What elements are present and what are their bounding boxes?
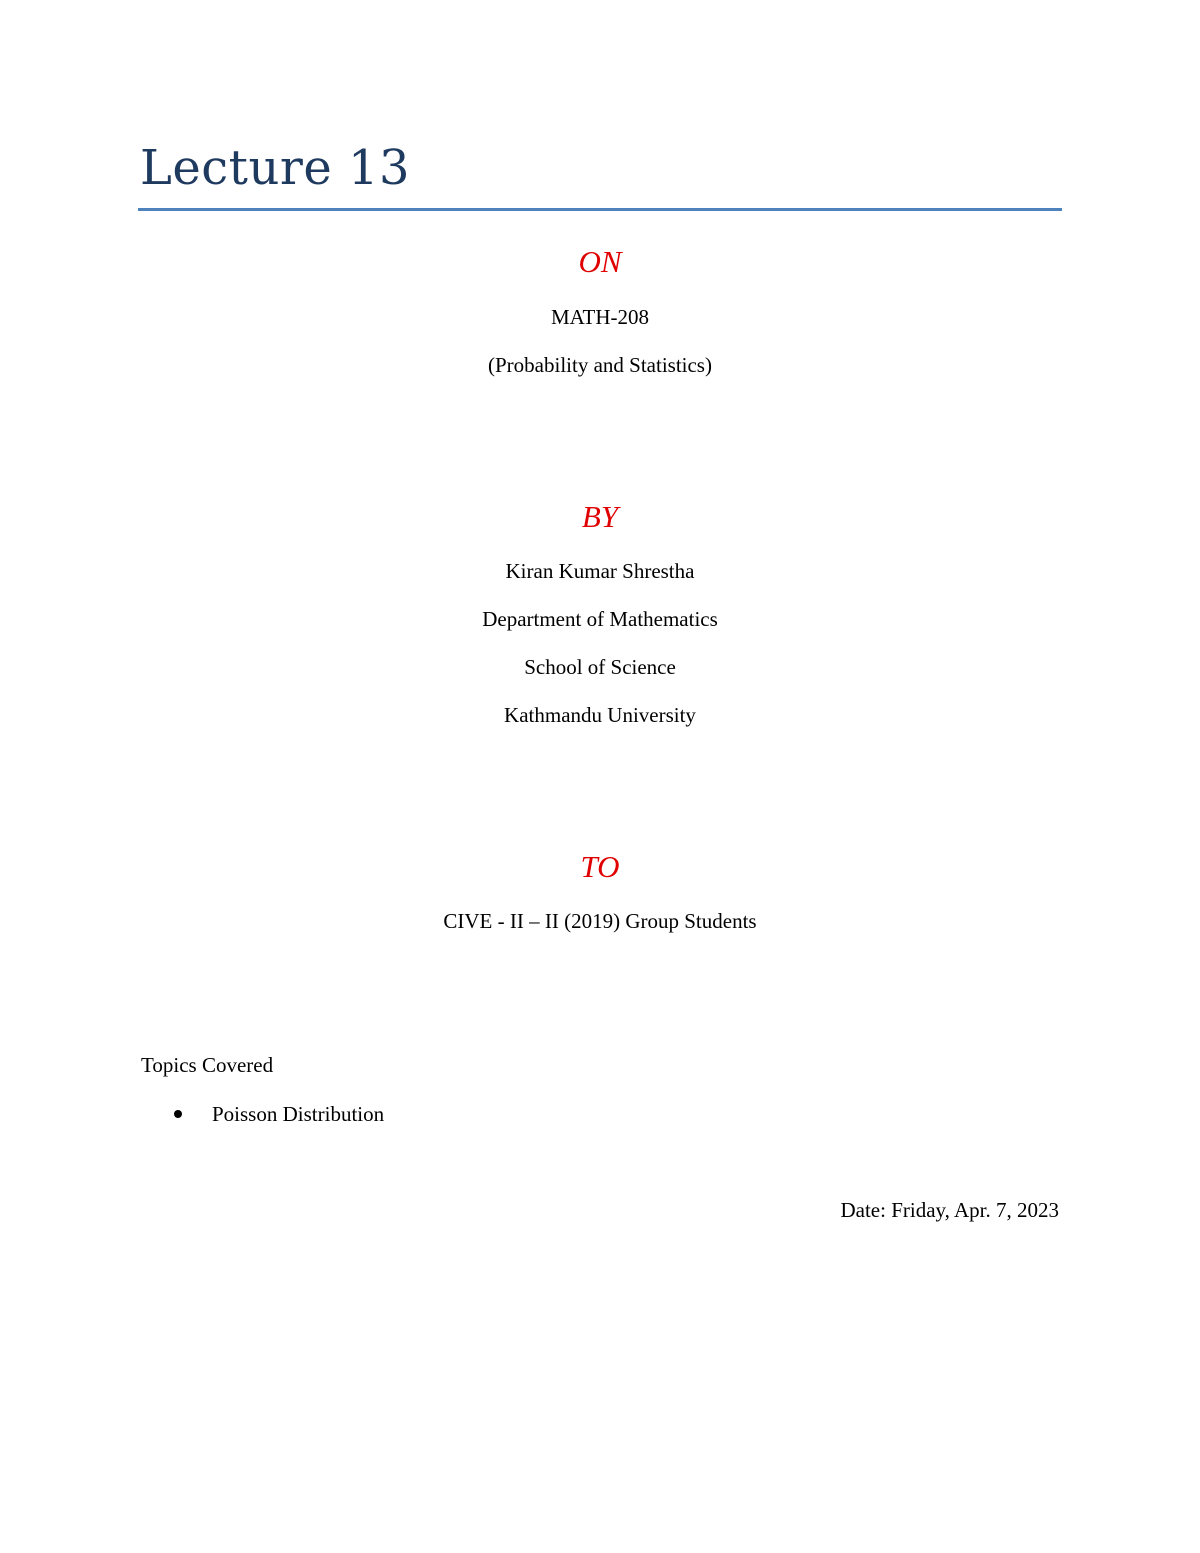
- to-heading: TO: [580, 849, 620, 884]
- course-name: (Probability and Statistics): [488, 353, 712, 377]
- audience: CIVE - II – II (2019) Group Students: [443, 909, 757, 933]
- author-university: Kathmandu University: [504, 703, 696, 727]
- topic-label: Poisson Distribution: [212, 1102, 385, 1126]
- lecture-date: Date: Friday, Apr. 7, 2023: [840, 1198, 1059, 1222]
- topics-covered-label: Topics Covered: [141, 1053, 274, 1077]
- topics-list: [172, 1102, 384, 1127]
- on-heading: ON: [578, 244, 622, 279]
- author-department: Department of Mathematics: [482, 607, 718, 631]
- author-school: School of Science: [524, 655, 676, 679]
- list-item: [172, 1102, 384, 1127]
- author-name: Kiran Kumar Shrestha: [505, 559, 695, 583]
- title-underline: [138, 208, 1062, 211]
- by-heading: BY: [581, 499, 619, 534]
- bullet-icon: [174, 1110, 182, 1118]
- course-code: MATH-208: [551, 305, 649, 329]
- lecture-title: Lecture 13: [140, 140, 411, 196]
